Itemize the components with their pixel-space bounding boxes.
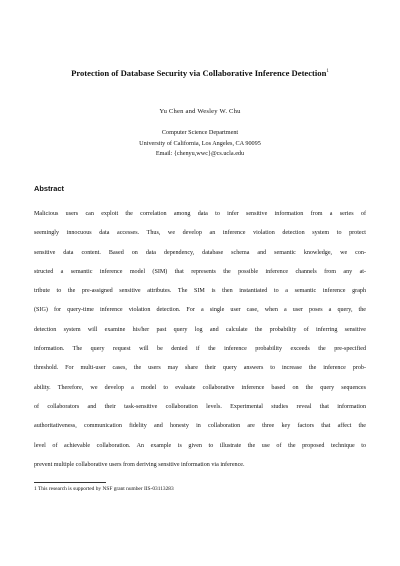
abstract-line: threshold. For multi-user cases, the users may share their query answers to increase the inference prob-	[34, 365, 366, 372]
footnote-divider	[34, 482, 106, 483]
abstract-line: seemingly innocuous data accesses. Thus, we develop an inference violation detection system to protect	[34, 230, 366, 237]
footnote: 1 This research is supported by NSF grant number IIS-03113283	[34, 486, 174, 492]
abstract-line: (SIG) for query-time inference violation detection. For a single user case, when a user poses a query, the	[34, 307, 366, 314]
abstract-line: Malicious users can exploit the correlation among data to infer sensitive information from a series of	[34, 211, 366, 217]
affiliation-department: Computer Science Department	[161, 129, 239, 136]
abstract-line: information. The query request will be denied if the inference probability exceeds the pre-specified	[34, 346, 366, 353]
abstract-line: detection system will examine his/her past query log and calculate the probability of inferring sensitive	[34, 326, 366, 333]
abstract-line: tribute to the pre-assigned sensitive attributes. The SIM is then instantiated to a semantic inference graph	[34, 288, 366, 295]
paper-authors: Yu Chen and Wesley W. Chu	[159, 108, 241, 115]
abstract-line: sensitive data content. Based on data dependency, database schema and semantic knowledge, we con-	[34, 249, 366, 256]
affiliation-university: University of California, Los Angeles, CA 90095	[139, 139, 261, 147]
title-footnote-marker: 1	[326, 69, 329, 74]
abstract-body	[34, 210, 366, 480]
abstract-heading: Abstract	[34, 184, 64, 193]
abstract-line: level of achievable collaboration. An example is given to illustrate the use of the proposed technique to	[34, 442, 366, 449]
abstract-line: prevent multiple collaborative users from deriving sensitive information via inference.	[34, 461, 245, 468]
abstract-line: structed a semantic inference model (SIM) that represents the possible inference channels from any at-	[34, 268, 366, 275]
paper-title	[0, 68, 400, 78]
author-affiliation	[0, 128, 400, 160]
abstract-line: of collaborators and their task-sensitive collaboration levels. Experimental studies reveal that information	[34, 403, 366, 410]
abstract-line: ability. Therefore, we develop a model to evaluate collaborative inference based on the query sequences	[34, 384, 366, 391]
abstract-line: authoritativeness, communication fidelity and honesty in collaboration are three key factors that affect the	[34, 423, 366, 430]
affiliation-email: Email: {chenyu,wwc}@cs.ucla.edu	[155, 150, 245, 157]
title-text: Protection of Database Security via Collaborative Inference Detection	[71, 68, 327, 78]
